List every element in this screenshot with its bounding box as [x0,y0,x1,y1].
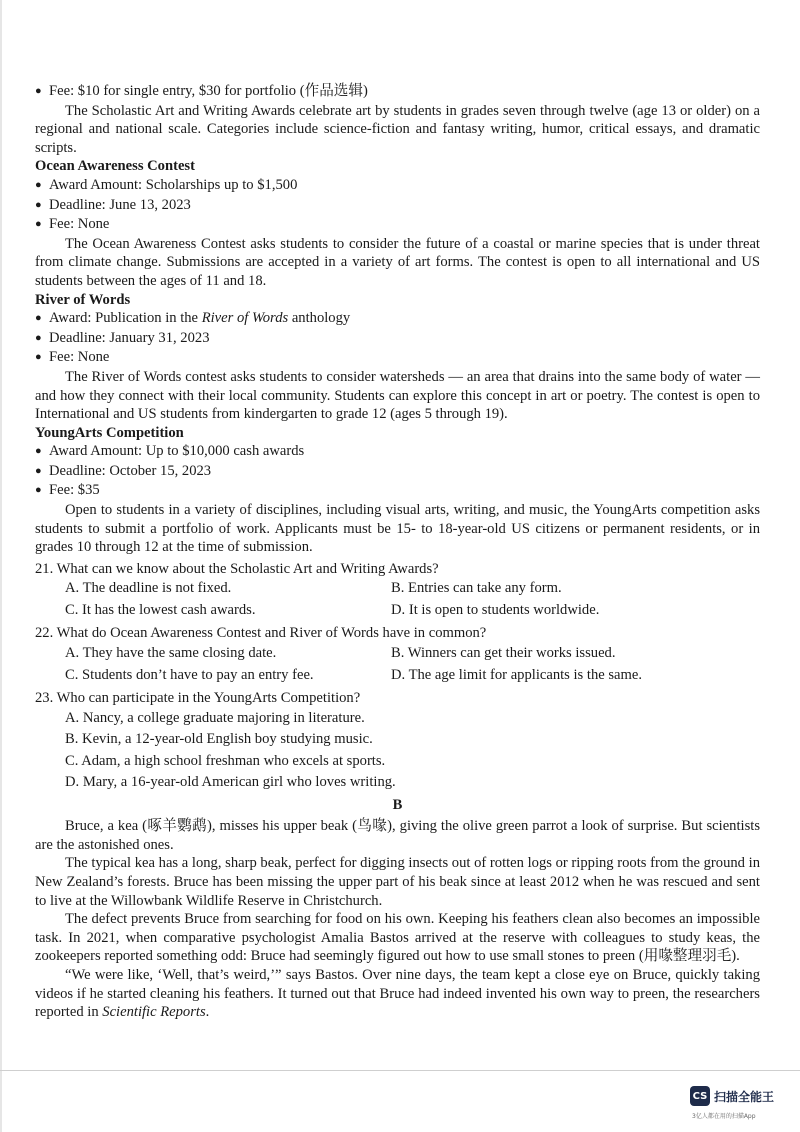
scan-edge [0,0,2,1132]
river-description: The River of Words contest asks students to consider watersheds — an area that drains into the same body of water — and how they connect with their local community. Students can explore this concept in art or poetry. The contest is open to International and US students from kindergarten to grade 12 (ages 5 through 19). [35,368,760,423]
passage-b-paragraph-4 [35,966,760,1022]
question-21 [35,560,760,622]
footer-divider [0,1070,800,1071]
section-b-heading: B [392,796,403,813]
river-award [35,309,760,329]
river-heading: River of Words [35,291,131,308]
ocean-deadline: ● Deadline: June 13, 2023 [35,196,760,216]
river-deadline: ● Deadline: January 31, 2023 [35,329,760,349]
camscanner-tagline: 3亿人都在用的扫描App [692,1113,756,1120]
river-award-title: River of Words [201,310,289,327]
youngarts-heading: YoungArts Competition [35,424,184,441]
question-22-option-a[interactable]: A. They have the same closing date. [65,645,277,662]
passage-b-paragraph-2: The typical kea has a long, sharp beak, perfect for digging insects out of rotten logs or ripping roots from the ground in New Zealand’s forests. Bruce has been missing the upper part of his beak since at least 2012 when he was rescued and sent to live at the Willowbank Wildlife Reserve in Christchurch. [35,855,760,909]
youngarts-deadline: ● Deadline: October 15, 2023 [35,462,760,482]
question-23-stem: 23. Who can participate in the YoungArts Competition? [35,690,361,707]
question-21-stem: 21. What can we know about the Scholastic Art and Writing Awards? [35,560,439,577]
passage-b-paragraph-3: The defect prevents Bruce from searching for food on his own. Keeping his feathers clean also becomes an impossible task. In 2021, when comparative psychologist Amalia Bastos arrived at the reserve with colleagues to study keas, the zookeepers reported something odd: Bruce had seemingly figured out how to use small stones to preen (用喙整理羽毛). [35,911,760,965]
exam-page [35,82,760,1022]
question-22-row-2 [35,665,760,687]
camscanner-name: 扫描全能王 [714,1089,775,1104]
question-21-option-d[interactable]: D. It is open to students worldwide. [391,601,600,618]
youngarts-fee: ● Fee: $35 [35,481,760,501]
journal-name: Scientific Reports [102,1004,206,1021]
ocean-description: The Ocean Awareness Contest asks students to consider the future of a coastal or marine species that is under threat from climate change. Submissions are accepted in a variety of art forms. The contest is open to all international and US students between the ages of 11 and 18. [35,235,760,289]
question-23-option-d[interactable]: D. Mary, a 16-year-old American girl who loves writing. [65,774,396,791]
river-award-prefix: Award: Publication in the [49,310,202,327]
question-22-option-d[interactable]: D. The age limit for applicants is the same. [391,666,643,683]
youngarts-description: Open to students in a variety of disciplines, including visual arts, writing, and music, the YoungArts competition asks students to submit a portfolio of work. Applicants must be 15- to 18-year-old US citizens or permanent residents, or in grades 10 through 12 at the time of submission. [35,502,760,556]
question-23 [35,689,760,794]
ocean-heading: Ocean Awareness Contest [35,158,195,175]
youngarts-award: ● Award Amount: Up to $10,000 cash awards [35,442,760,462]
scholastic-description: The Scholastic Art and Writing Awards celebrate art by students in grades seven through twelve (age 13 or older) on a regional and national scale. Categories include science-fiction and fantasy writing, humor, critical essays, and dramatic scripts. [35,102,760,156]
passage-b-paragraph-4-text: “We were like, ‘Well, that’s weird,’” says Bastos. Over nine days, the team kept a close eye on Bruce, quickly taking videos if he started cleaning his feathers. It turned out that Bruce had indeed invented his own way to preen, the researchers reported in [35,966,760,1021]
question-23-option-b[interactable]: B. Kevin, a 12-year-old English boy studying music. [65,731,373,748]
question-23-option-c[interactable]: C. Adam, a high school freshman who excels at sports. [65,752,386,769]
river-fee: ● Fee: None [35,348,760,368]
question-23-option-a[interactable]: A. Nancy, a college graduate majoring in literature. [65,709,365,726]
question-21-option-a[interactable]: A. The deadline is not fixed. [65,580,232,597]
scholastic-fee: ● Fee: $10 for single entry, $30 for portfolio (作品选辑) [35,82,760,102]
ocean-award: ● Award Amount: Scholarships up to $1,500 [35,176,760,196]
camscanner-logo-icon: CS [690,1086,710,1106]
scanner-watermark [690,1086,774,1106]
question-22-stem: 22. What do Ocean Awareness Contest and River of Words have in common? [35,625,487,642]
question-21-option-b[interactable]: B. Entries can take any form. [391,580,562,597]
question-22 [35,624,760,686]
ocean-fee: ● Fee: None [35,215,760,235]
question-21-row-1 [35,578,760,600]
passage-b-paragraph-4-end: . [205,1004,210,1021]
river-award-suffix: anthology [288,310,351,327]
question-22-option-b[interactable]: B. Winners can get their works issued. [391,645,616,662]
question-21-row-2 [35,600,760,622]
question-22-option-c[interactable]: C. Students don’t have to pay an entry fee. [65,666,314,683]
passage-b-paragraph-1: Bruce, a kea (啄羊鹦鹉), misses his upper beak (鸟喙), giving the olive green parrot a look of surprise. But scientists are the astonished ones. [35,818,760,853]
question-22-row-1 [35,643,760,665]
question-21-option-c[interactable]: C. It has the lowest cash awards. [65,601,256,618]
